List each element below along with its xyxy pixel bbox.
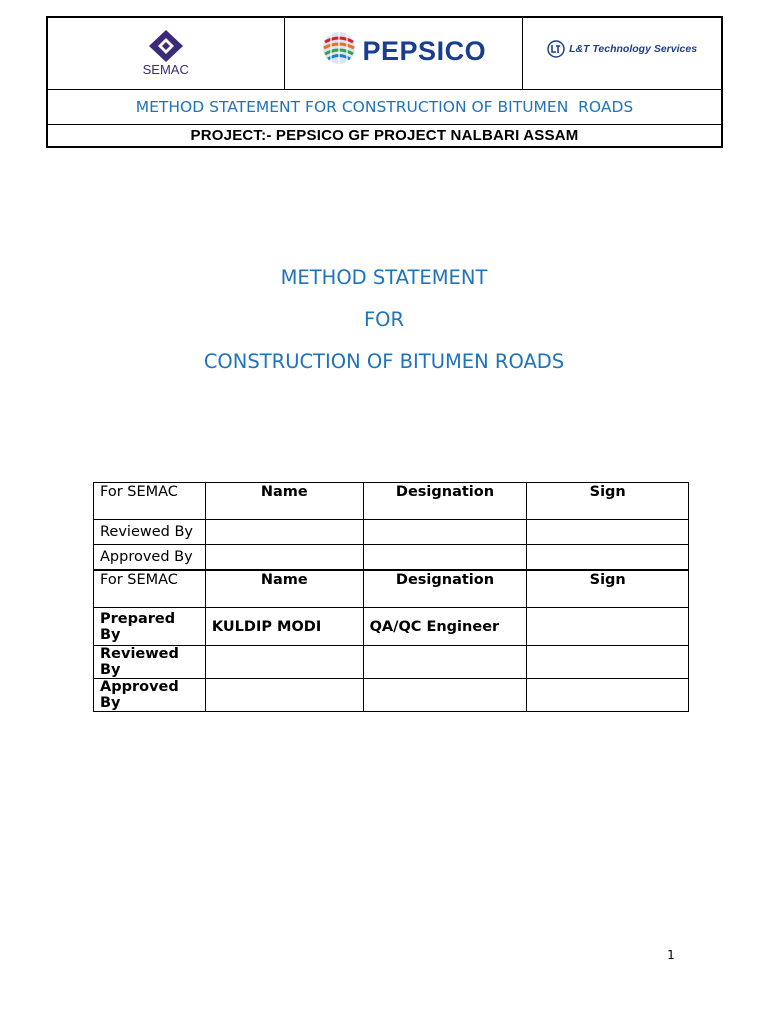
semac-logo	[143, 29, 189, 77]
document-header	[46, 16, 723, 148]
table-cell	[205, 545, 363, 571]
main-title-line2: FOR	[363, 308, 405, 331]
table-cell	[205, 646, 363, 679]
lt-emblem-icon	[547, 40, 565, 58]
pepsico-logo-text: PEPSICO	[362, 36, 487, 67]
main-title-line1: METHOD STATEMENT	[280, 266, 488, 289]
table-row	[94, 545, 689, 571]
header-cell: Name	[205, 483, 363, 520]
lt-logo-cell	[523, 17, 722, 90]
header-cell: Sign	[527, 483, 689, 520]
semac-logo-cell	[47, 17, 284, 90]
table-cell	[527, 545, 689, 571]
signature-table	[93, 482, 689, 712]
pepsico-logo-cell	[284, 17, 523, 90]
table-cell	[527, 608, 689, 646]
table-cell	[363, 679, 527, 712]
table-header-row	[94, 483, 689, 520]
lt-logo-text: L&T Technology Services	[569, 42, 698, 55]
row-label: Approved By	[94, 545, 206, 571]
row-label: Reviewed By	[94, 520, 206, 545]
pepsico-logo	[321, 36, 487, 67]
table-row	[94, 679, 689, 712]
table-row	[94, 646, 689, 679]
project-title: PROJECT:- PEPSICO GF PROJECT NALBARI ASSAM	[47, 125, 722, 148]
header-cell: Name	[205, 570, 363, 608]
table-row	[94, 608, 689, 646]
table-cell	[527, 520, 689, 545]
main-title-line3: CONSTRUCTION OF BITUMEN ROADS	[203, 350, 565, 373]
table-header-row	[94, 570, 689, 608]
page-number: 1	[667, 948, 675, 962]
header-cell: For SEMAC	[94, 483, 206, 520]
row-label: Approved By	[94, 679, 206, 712]
table-cell: QA/QC Engineer	[363, 608, 527, 646]
table-cell	[363, 646, 527, 679]
header-cell: Sign	[527, 570, 689, 608]
lt-logo	[547, 40, 697, 58]
table-cell: KULDIP MODI	[205, 608, 363, 646]
table-cell	[527, 679, 689, 712]
table-cell	[363, 520, 527, 545]
row-label: Reviewed By	[94, 646, 206, 679]
header-cell: For SEMAC	[94, 570, 206, 608]
semac-logo-text: SEMAC	[142, 61, 189, 77]
pepsico-globe-icon	[321, 30, 357, 66]
table-cell	[363, 545, 527, 571]
header-title: METHOD STATEMENT FOR CONSTRUCTION OF BITUMEN ROADS	[47, 90, 722, 125]
semac-diamond-icon	[148, 29, 184, 63]
table-cell	[205, 520, 363, 545]
table-cell	[205, 679, 363, 712]
header-cell: Designation	[363, 570, 527, 608]
row-label: Prepared By	[94, 608, 206, 646]
table-row	[94, 520, 689, 545]
table-cell	[527, 646, 689, 679]
header-cell: Designation	[363, 483, 527, 520]
